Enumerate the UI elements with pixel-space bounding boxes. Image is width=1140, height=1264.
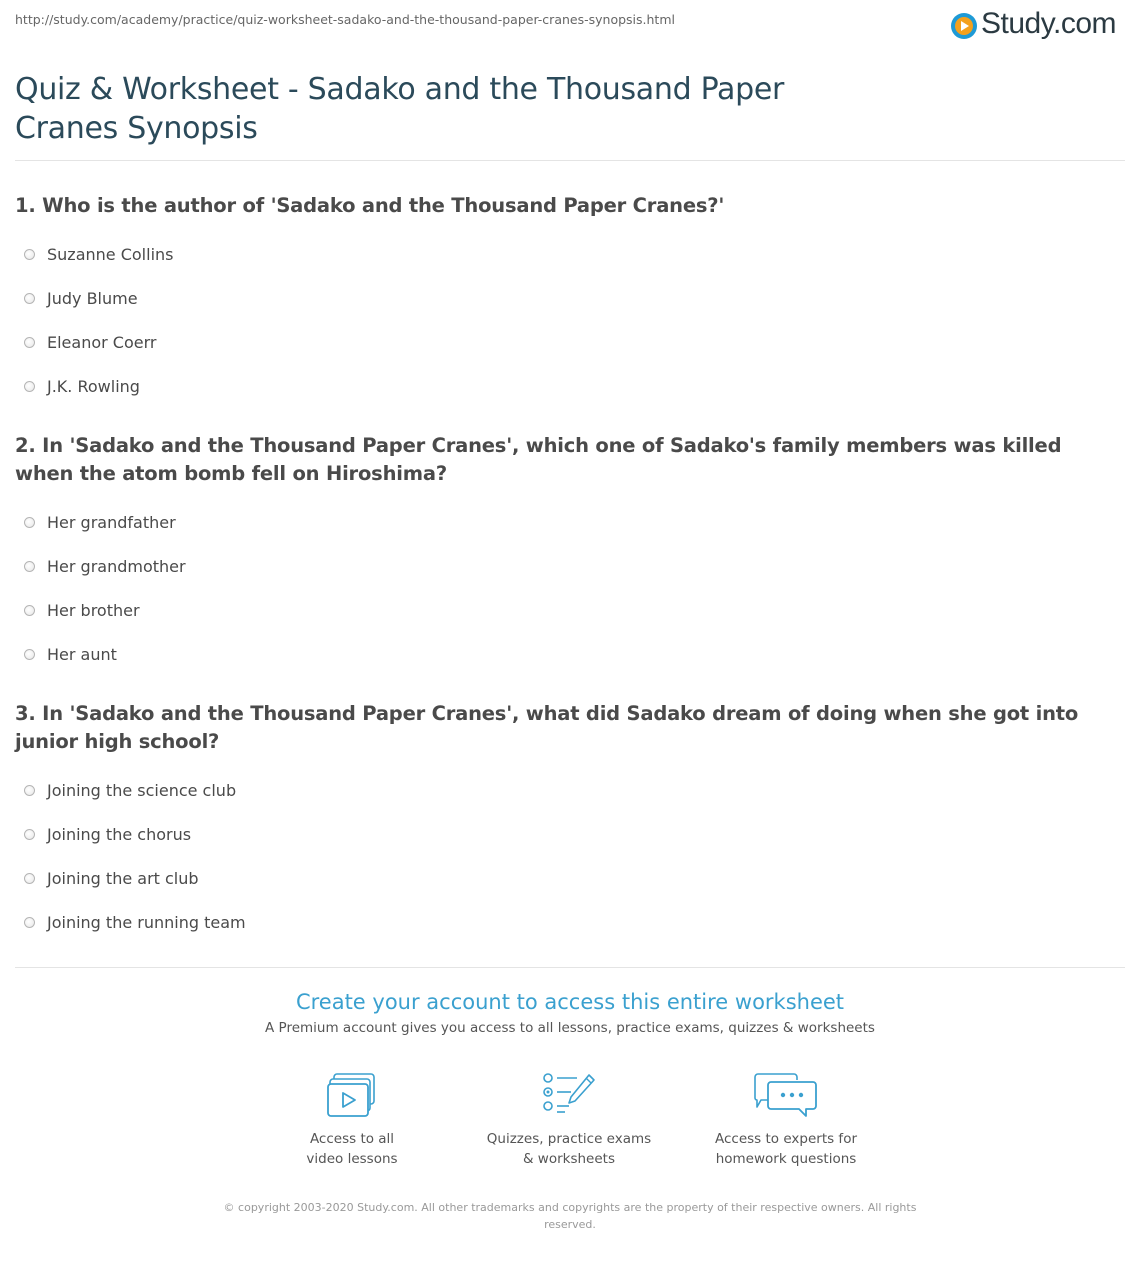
feature-experts	[686, 1072, 886, 1169]
option-label: Eleanor Coerr	[47, 332, 157, 352]
question-text	[15, 700, 1125, 756]
question-prompt: In 'Sadako and the Thousand Paper Cranes', what did Sadako dream of doing when she got into junior high school?	[15, 702, 1079, 753]
answer-option[interactable]	[15, 590, 1125, 634]
answer-option[interactable]	[15, 770, 1125, 814]
feature-label	[469, 1129, 669, 1169]
answer-option[interactable]	[15, 902, 1125, 946]
question-text	[15, 432, 1125, 488]
answer-options	[15, 234, 1125, 410]
radio-button[interactable]	[24, 649, 35, 660]
feature-label-line: Quizzes, practice exams	[486, 1131, 652, 1147]
divider	[15, 967, 1125, 968]
option-label: Her aunt	[47, 644, 117, 664]
feature-label-line: homework questions	[715, 1151, 857, 1167]
answer-option[interactable]	[15, 234, 1125, 278]
feature-label-line: video lessons	[306, 1151, 398, 1167]
video-lessons-icon	[326, 1072, 378, 1118]
play-circle-icon	[951, 13, 977, 39]
answer-option[interactable]	[15, 546, 1125, 590]
question-text	[15, 192, 1125, 220]
feature-video-lessons	[252, 1072, 452, 1169]
option-label: Her grandmother	[47, 556, 186, 576]
study-logo[interactable]	[951, 7, 1116, 41]
option-label: Judy Blume	[47, 288, 138, 308]
page-url[interactable]: http://study.com/academy/practice/quiz-worksheet-sadako-and-the-thousand-paper-cranes-synopsis.html	[15, 12, 675, 27]
answer-option[interactable]	[15, 278, 1125, 322]
option-label: Her brother	[47, 600, 140, 620]
option-label: Joining the chorus	[47, 824, 192, 844]
radio-button[interactable]	[24, 873, 35, 884]
answer-option[interactable]	[15, 366, 1125, 410]
answer-option[interactable]	[15, 322, 1125, 366]
copyright-footer: © copyright 2003-2020 Study.com. All other trademarks and copyrights are the property of their respective owners. All rights reserved.	[223, 1201, 917, 1231]
feature-label-line: & worksheets	[522, 1151, 615, 1167]
divider	[15, 160, 1125, 161]
option-label: J.K. Rowling	[47, 376, 140, 396]
radio-button[interactable]	[24, 605, 35, 616]
question-1	[15, 192, 1125, 410]
premium-cta	[0, 990, 1140, 1036]
answer-option[interactable]	[15, 814, 1125, 858]
radio-button[interactable]	[24, 293, 35, 304]
logo-text: Study.com	[981, 7, 1116, 40]
answer-option[interactable]	[15, 634, 1125, 678]
question-prompt: Who is the author of 'Sadako and the Thousand Paper Cranes?'	[42, 194, 725, 217]
cta-title-link[interactable]: Create your account to access this entire worksheet	[295, 990, 845, 1014]
answer-option[interactable]	[15, 858, 1125, 902]
option-label: Joining the art club	[47, 868, 199, 888]
feature-label	[252, 1129, 452, 1169]
radio-button[interactable]	[24, 917, 35, 928]
quiz-checklist-icon	[541, 1072, 597, 1118]
top-bar	[0, 0, 1140, 50]
radio-button[interactable]	[24, 249, 35, 260]
question-number: 2.	[15, 434, 36, 457]
option-label: Suzanne Collins	[47, 244, 174, 264]
question-prompt: In 'Sadako and the Thousand Paper Cranes', which one of Sadako's family members was killed when the atom bomb fell on Hiroshima?	[15, 434, 1062, 485]
radio-button[interactable]	[24, 785, 35, 796]
feature-label-line: Access to experts for	[714, 1131, 857, 1147]
feature-quizzes	[469, 1072, 669, 1169]
radio-button[interactable]	[24, 337, 35, 348]
feature-label-line: Access to all	[309, 1131, 395, 1147]
cta-subtitle: A Premium account gives you access to all lessons, practice exams, quizzes & worksheets	[265, 1020, 875, 1036]
feature-label	[686, 1129, 886, 1169]
option-label: Her grandfather	[47, 512, 176, 532]
radio-button[interactable]	[24, 517, 35, 528]
answer-options	[15, 502, 1125, 678]
question-3	[15, 700, 1125, 946]
radio-button[interactable]	[24, 561, 35, 572]
option-label: Joining the science club	[47, 780, 237, 800]
radio-button[interactable]	[24, 381, 35, 392]
answer-options	[15, 770, 1125, 946]
question-2	[15, 432, 1125, 678]
question-number: 3.	[15, 702, 36, 725]
answer-option[interactable]	[15, 502, 1125, 546]
option-label: Joining the running team	[47, 912, 246, 932]
chat-bubbles-icon	[754, 1072, 818, 1118]
page-title: Quiz & Worksheet - Sadako and the Thousand Paper Cranes Synopsis	[15, 72, 785, 146]
radio-button[interactable]	[24, 829, 35, 840]
question-number: 1.	[15, 194, 36, 217]
